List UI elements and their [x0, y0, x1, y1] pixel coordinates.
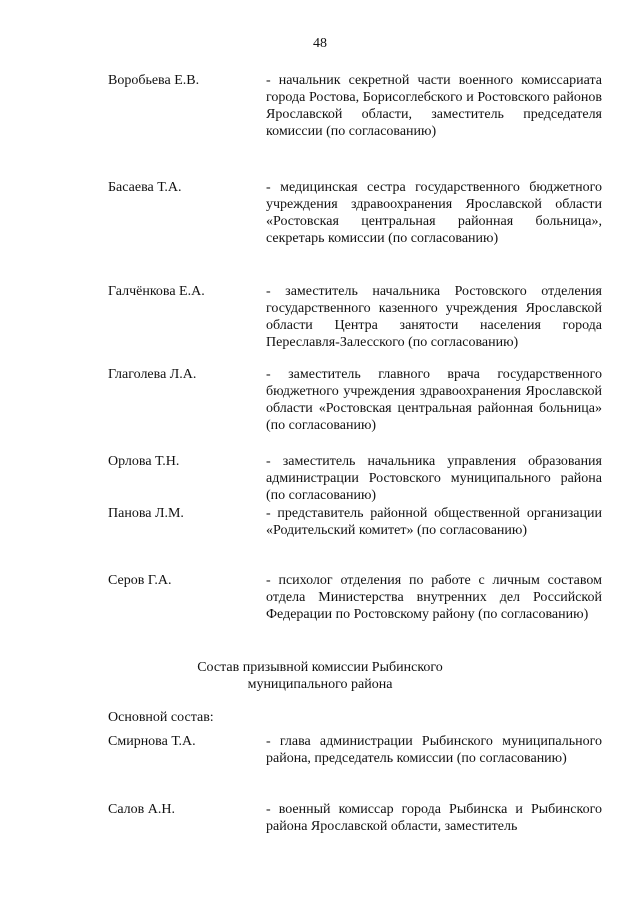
member-name: Глаголева Л.А.	[108, 367, 197, 382]
member-role: - психолог отделения по работе с личным составом отдела Министерства внутренних дел Российской Федерации по Ростовскому району (по согласованию)	[266, 573, 602, 622]
member-role: - начальник секретной части военного комиссариата города Ростова, Борисоглебского и Ростовского районов Ярославской области, заместитель председателя комиссии (по согласованию)	[266, 73, 602, 139]
member-role: - заместитель главного врача государственного бюджетного учреждения здравоохранения Ярославской области «Ростовская центральная районная больница» (по согласованию)	[266, 367, 602, 433]
member-role: - заместитель начальника управления образования администрации Ростовского муниципального района (по согласованию)	[266, 454, 602, 503]
member-role: - заместитель начальника Ростовского отделения государственного казенного учреждения Ярославской области Центра занятости населения города Переславля-Залесского (по согласованию)	[266, 284, 602, 350]
member-role: - представитель районной общественной организации «Родительский комитет» (по согласованию)	[266, 506, 602, 538]
member-name: Басаева Т.А.	[108, 180, 182, 195]
page-number: 48	[313, 36, 327, 51]
member-name: Панова Л.М.	[108, 506, 184, 521]
section-title: Состав призывной комиссии Рыбинского	[197, 660, 443, 675]
member-role: - глава администрации Рыбинского муниципального района, председатель комиссии (по согласованию)	[266, 734, 602, 766]
member-name: Смирнова Т.А.	[108, 734, 196, 749]
section-title: муниципального района	[247, 677, 393, 692]
section-subheading: Основной состав:	[108, 710, 214, 725]
member-role: - военный комиссар города Рыбинска и Рыбинского района Ярославской области, заместитель	[266, 802, 602, 834]
member-name: Орлова Т.Н.	[108, 454, 180, 469]
member-name: Салов А.Н.	[108, 802, 175, 817]
member-role: - медицинская сестра государственного бюджетного учреждения здравоохранения Ярославской области «Ростовская центральная районная больница», секретарь комиссии (по согласованию)	[266, 180, 602, 246]
member-name: Воробьева Е.В.	[108, 73, 200, 88]
member-name: Галчёнкова Е.А.	[108, 284, 205, 299]
member-name: Серов Г.А.	[108, 573, 172, 588]
